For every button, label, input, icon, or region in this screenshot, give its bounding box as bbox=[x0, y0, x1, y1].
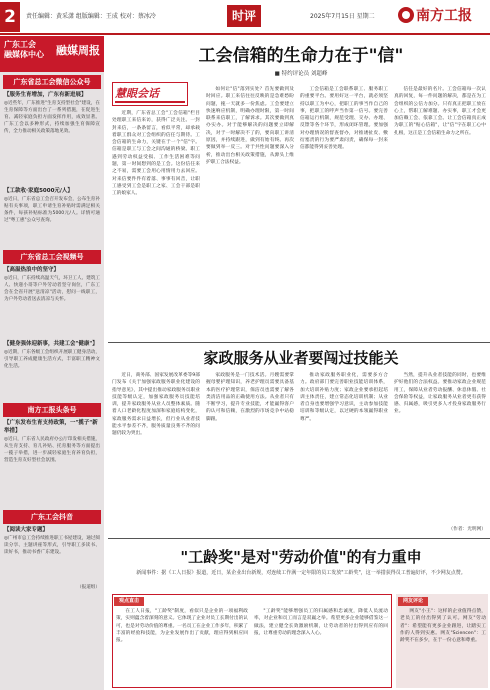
article3-headline: "工龄奖"是对"劳动价值"的有力重申 bbox=[180, 548, 422, 566]
sidebar-block-subtitle-2: 【工款收·家庭5000元/人】 bbox=[4, 188, 73, 194]
sidebar-block-title: 南方工报头条号 bbox=[3, 403, 101, 417]
page-number: 2 bbox=[0, 2, 20, 32]
issue-date: 2025年7月15日 星期二 bbox=[310, 13, 375, 20]
sidebar-block-toutiao bbox=[0, 403, 104, 507]
sidebar-block-text: ◎近些年，广东推进"生育支持型社会"建设，在生育保障等方面出台了一系列措施，在促进生育、减轻家庭负担方面发挥作用，成效显著。广东工会以多种形式，持续加强生育保障宣传，全力推动相关政策落地见效。 bbox=[4, 101, 100, 134]
sidebar-block-subtitle: 【服务生育增加，广东有新进展】 bbox=[4, 92, 87, 98]
article2-paragraph: 当然，提升从业者技能的同时，也要维护好他们的合法权益。要推动家政企业规范用工，保障从业者劳动报酬、休息休假、社会保险等权益，让家政服务从业者更有获得感、归属感，吸引更多人才投身家政服务行业。 bbox=[394, 373, 486, 415]
sidebar-block-subtitle: 【高温热浪中的坚守】 bbox=[4, 267, 60, 273]
masthead-rule bbox=[0, 33, 490, 35]
article1-headline: 工会信箱的生命力在于"信" bbox=[198, 46, 404, 66]
article2-column-1 bbox=[112, 372, 200, 532]
article3-paragraph: 网友"小王"：这样的企业值得点赞，老员工的付出得到了认可。网友"劳动者"：希望能有更多企业跟进，让踏实工作的人得到实惠。网友"Sciencen"：工龄奖不在多少，在于一份心意和尊重。 bbox=[400, 609, 486, 644]
article3-paragraph: "工龄奖"能够增强员工的归属感和忠诚度，降低人员流动率，对企业和员工而言是双赢之举。希望更多企业能够借鉴这一做法，建立健全长效激励机制，让劳动者的付出得到应有的回报，让尊重劳动的理念深入人心。 bbox=[254, 609, 388, 636]
sidebar-block-text: ◎广州市总工会持续推进职工书屋建设，通过阅读分享、主题讲座等形式，引导职工多读书、读好书，推动书香广东建设。 bbox=[4, 536, 100, 555]
article2-paragraph: 推动家政服务职业化，需要多方合力。政府部门要完善职业技能培训体系，加大培训补贴力度；家政企业要承担起培训主体责任，建立常态化培训机制；从业者自身也要增强学习意识，主动参加技能培训和等级认定，以过硬的本领赢得职业尊严。 bbox=[300, 373, 388, 422]
article3-chip-opinion: 观点直击 bbox=[114, 597, 144, 606]
sidebar-block-douyin bbox=[0, 510, 104, 591]
editor-credits: 责任编辑：黄采潇 组版编辑：王成 校对：蔡冰冷 bbox=[26, 13, 156, 20]
sidebar-signature: （报道组） bbox=[77, 585, 100, 590]
article3-paragraph: 在工人日报，"工龄奖"制度，看似只是企业的一项福利政策，实则蕴含着深刻的意义。它体现了企业对员工长期付出的认可，也是对劳动价值的尊重。一名员工在企业工作多年，积累了丰富的经验和技能，为企业发展作出了贡献，理应得到相应回报。 bbox=[116, 609, 248, 644]
article1-paragraph: 如何让"信"落到实处？首先要做到及时回应。职工来信往往反映的是急难愁盼问题，拖一天就多一份焦虑。工会要建立快速响应机制，明确办理时限，第一时间联系来信职工，了解诉求。其次要做到真办实办。对于能够解决的问题要立即解决，对于一时解决不了的，要向职工讲清原因，并持续跟进，做到有始有终。再次要做到举一反三。对于共性问题要深入分析，推动出台相关政策措施，从源头上维护职工合法权益。 bbox=[206, 87, 294, 165]
sidebar-header-mark: 融媒周报 bbox=[56, 44, 100, 57]
sidebar bbox=[0, 36, 104, 690]
sidebar-block-text: ◎近日，广东持续高温天气，环卫工人、建筑工人、快递小哥等户外劳动者坚守岗位，广东工会在全省开展"送清凉"活动，慰问一线职工，为户外劳动者送去清凉与关怀。 bbox=[4, 276, 100, 302]
sidebar-block-subtitle-2: 【健身强体迎新事，共建工会"健康"】 bbox=[4, 341, 98, 347]
sidebar-block-text: ◎近日，广东省人民政府办公厅印发相关措施，从生育支持、育儿补贴、托育服务等方面提出一揽子举措，进一步减轻家庭生育养育负担，营造生育友好型社会氛围。 bbox=[4, 437, 100, 463]
sidebar-block-text-2: ◎近期，广东各级工会组织开展职工健身活动，引导职工养成健康生活方式，丰富职工精神文化生活。 bbox=[4, 350, 100, 369]
article3-deck: 新闻事件：据《工人日报》报道，近日，某企业出台新规，对连续工作满一定年限的员工发放"工龄奖"，这一举措获得员工普遍好评，不少网友点赞。 bbox=[136, 570, 466, 576]
masthead bbox=[0, 0, 490, 34]
article1-paragraph: 信任是最好的名片。工会信箱每一次认真的回复，每一件问题的解决，都是在为工会组织的公信力加分。只有真正把职工放在心上，帮职工解难题、办实事，职工才会更加信赖工会、依靠工会。让工会信箱真正成为职工的"贴心信箱"，让"信"字在职工心中扎根，这正是工会信箱生命力之所在。 bbox=[394, 87, 486, 136]
section-divider bbox=[108, 342, 490, 343]
sidebar-block-subtitle: 【广东发布生育支持政策，一"揽子"新举措】 bbox=[4, 420, 98, 434]
sidebar-block-video bbox=[0, 250, 104, 400]
sidebar-header-line1: 广东工会 bbox=[4, 40, 36, 49]
sidebar-block-text-2: ◎近日，广东省总工会召开发布会，公布生育补贴有关事项，职工申请生育补贴时需满足相关条件，每孩补贴标准为5000元/人。详情可通过"粤工惠"公众号查询。 bbox=[4, 197, 100, 223]
article3-column-3 bbox=[400, 608, 486, 686]
column-logo bbox=[112, 82, 188, 106]
article1-paragraph: 近期，广东省总工会"工会信箱"栏目处理职工来信来访，获得广泛关注。一封封来信，一条条留言，看似平常，却承载着职工群众对工会组织的信任与期待。工会信箱的生命力，关键在于一个"信"字。信箱是职工与工会之间沟通的桥梁。职工遇到劳动权益受损、工作生活困难等问题，第一时间想到的是工会。这份信任来之不易，需要工会用心用情用力去回应。对来信要件件有着落、事事有回音，让职工感受到工会是职工之家、工会干部是职工的娘家人。 bbox=[112, 111, 200, 197]
article1-column-2 bbox=[206, 86, 294, 336]
article1-byline: ■ 特约评论员 刘超峰 bbox=[274, 71, 328, 77]
article1-column-1 bbox=[112, 110, 200, 336]
article2-column-3 bbox=[300, 372, 388, 532]
brand-name: 南方工报 bbox=[416, 8, 472, 24]
article3-chip-comment: 网友评论 bbox=[398, 597, 428, 606]
column-logo-bar bbox=[115, 101, 185, 103]
article2-headline: 家政服务从业者要闯过技能关 bbox=[203, 349, 399, 367]
article2-paragraph: 近日，商务部、国家发展改革委等9部门发布《关于加强家政服务职业化建设的指导意见》，其中提出推动家政服务员职业技能等级认定，加强家政服务员技能培训，提升家政服务从业人员整体素质。随着人口老龄化程度加深和家庭结构变化，家政服务需求日益增长，但行业从业者技能水平参差不齐，服务质量良莠不齐的问题仍较为突出。 bbox=[112, 373, 200, 437]
article1-column-4 bbox=[394, 86, 486, 336]
sidebar-header-line2: 融媒体中心 bbox=[4, 50, 44, 59]
article2-signature: （作者：光明网） bbox=[448, 527, 486, 532]
sidebar-block-title: 广东工会抖音 bbox=[3, 510, 101, 524]
section-divider bbox=[108, 538, 490, 539]
sidebar-block-wechat bbox=[0, 75, 104, 247]
brand-mark-icon bbox=[398, 7, 414, 23]
sidebar-block-title: 广东省总工会微信公众号 bbox=[3, 75, 101, 89]
article3-column-2 bbox=[254, 608, 388, 686]
sidebar-block-subtitle: 【阅读大家专题】 bbox=[4, 527, 49, 533]
sidebar-block-title: 广东省总工会视频号 bbox=[3, 250, 101, 264]
article2-column-4 bbox=[394, 372, 486, 524]
article2-column-2 bbox=[206, 372, 294, 532]
column-tag: 慧眼会话 bbox=[115, 87, 159, 100]
article1-column-3 bbox=[300, 86, 388, 336]
brand-logo bbox=[398, 4, 486, 28]
section-tab: 时评 bbox=[227, 5, 261, 27]
article2-paragraph: 家政服务是一门技术活。月嫂需要掌握母婴护理知识，养老护理员需要具备基本的医疗护理常识，保洁员也需要了解各类清洁用品的正确使用方法。从业者只有不断学习，提升专业技能，才能赢得客户的认可和信赖，在激烈的市场竞争中站稳脚跟。 bbox=[206, 373, 294, 422]
article1-paragraph: 工会信箱是工会联系职工、服务职工的重要平台。要用好这一平台，就必须坚持以职工为中心，把职工的事当作自己的事，把职工的呼声当作第一信号。要完善信箱运行机制，规范受理、交办、办理、反馈等各个环节，形成闭环管理。要加强对办理情况的督查督办，对推诿扯皮、敷衍塞责的行为要严肃问责，确保每一封来信都能得到妥善处理。 bbox=[300, 87, 388, 151]
sidebar-header bbox=[0, 36, 104, 72]
article3-column-1 bbox=[116, 608, 248, 686]
